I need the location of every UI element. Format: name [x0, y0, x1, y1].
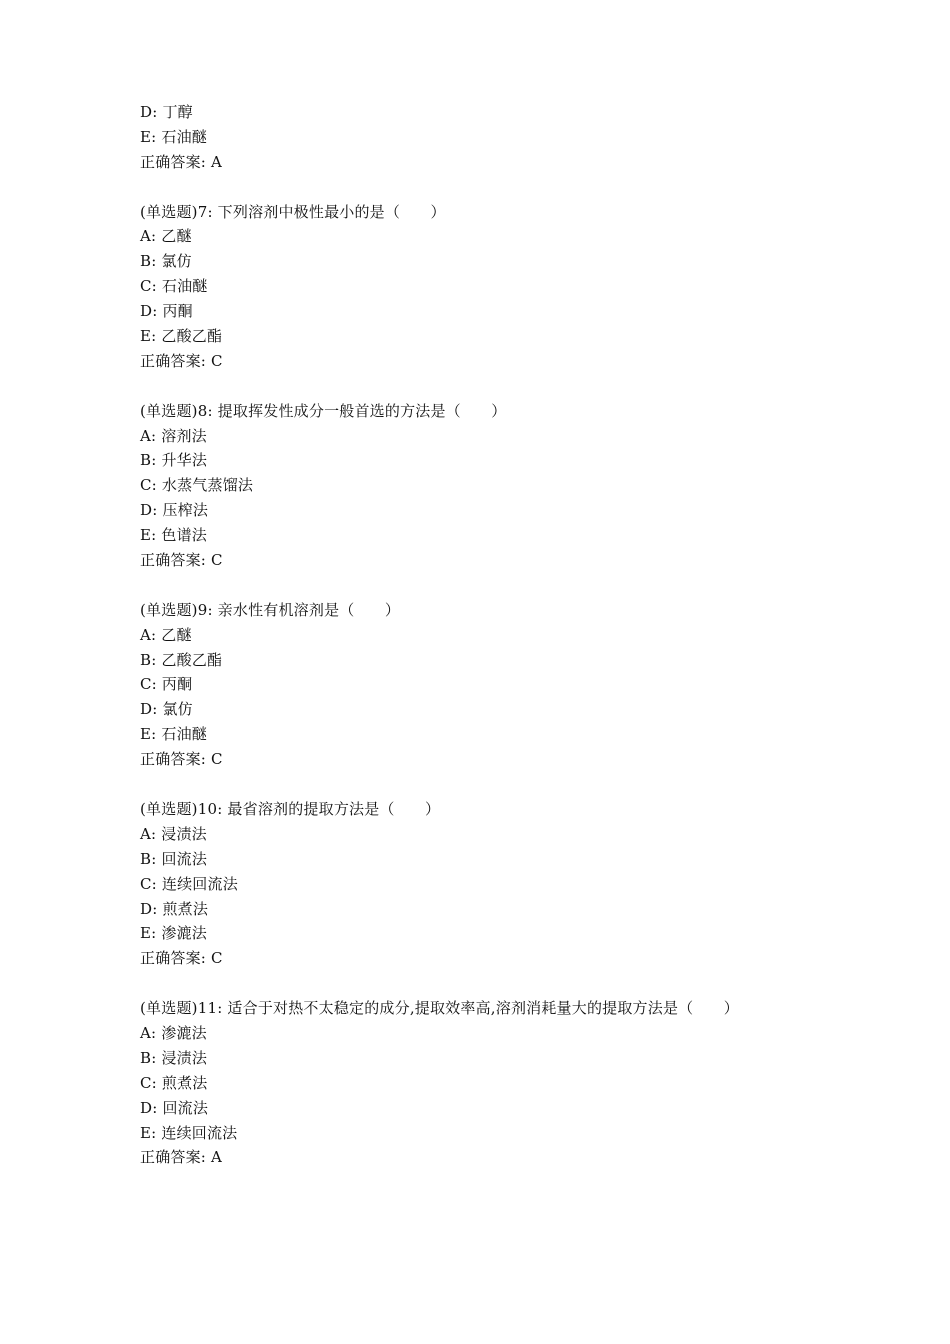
answer-line: 正确答案: C [140, 351, 223, 370]
option-c: C: 水蒸气蒸馏法 [140, 476, 254, 495]
option-d: D: 压榨法 [140, 501, 209, 520]
question-stem: (单选题)10: 最省溶剂的提取方法是（ ） [140, 799, 441, 818]
option-e: E: 渗漉法 [140, 924, 207, 943]
spacer [140, 772, 900, 797]
spacer [140, 374, 900, 399]
option-b: B: 升华法 [140, 451, 208, 470]
question-stem: (单选题)7: 下列溶剂中极性最小的是（ ） [140, 202, 446, 221]
option-c: C: 丙酮 [140, 675, 193, 694]
option-d: D: 煎煮法 [140, 899, 209, 918]
option-d: D: 丙酮 [140, 302, 193, 321]
question-stem: (单选题)9: 亲水性有机溶剂是（ ） [140, 600, 401, 619]
option-b: B: 回流法 [140, 849, 208, 868]
question-9 [140, 598, 900, 772]
option-a: A: 浸渍法 [140, 824, 207, 843]
question-8 [140, 399, 900, 573]
option-a: A: 乙醚 [140, 227, 192, 246]
question-10 [140, 797, 900, 971]
option-a: A: 乙醚 [140, 625, 192, 644]
option-c: C: 连续回流法 [140, 874, 238, 893]
option-c: C: 石油醚 [140, 277, 208, 296]
option-e: E: 乙酸乙酯 [140, 327, 223, 346]
spacer [140, 573, 900, 598]
option-e: E: 色谱法 [140, 526, 207, 545]
option-c: C: 煎煮法 [140, 1073, 208, 1092]
option-b: B: 乙酸乙酯 [140, 650, 223, 669]
question-stem: (单选题)8: 提取挥发性成分一般首选的方法是（ ） [140, 401, 507, 420]
lead-block [140, 100, 900, 175]
answer-line: 正确答案: A [140, 152, 223, 171]
spacer [140, 971, 900, 996]
option-d: D: 丁醇 [140, 103, 193, 121]
question-11 [140, 996, 900, 1170]
question-7 [140, 200, 900, 374]
answer-line: 正确答案: C [140, 750, 223, 769]
answer-line: 正确答案: C [140, 949, 223, 968]
option-d: D: 回流法 [140, 1098, 209, 1117]
option-b: B: 氯仿 [140, 252, 192, 271]
option-d: D: 氯仿 [140, 700, 193, 719]
option-a: A: 渗漉法 [140, 1023, 207, 1042]
document-page [140, 100, 900, 1170]
option-e: E: 石油醚 [140, 725, 207, 744]
spacer [140, 175, 900, 200]
answer-line: 正确答案: A [140, 1148, 223, 1167]
option-a: A: 溶剂法 [140, 426, 207, 445]
option-e: E: 连续回流法 [140, 1123, 238, 1142]
option-b: B: 浸渍法 [140, 1048, 208, 1067]
answer-line: 正确答案: C [140, 551, 223, 570]
option-e: E: 石油醚 [140, 127, 207, 146]
question-stem: (单选题)11: 适合于对热不太稳定的成分,提取效率高,溶剂消耗量大的提取方法是（ ） [140, 999, 739, 1018]
